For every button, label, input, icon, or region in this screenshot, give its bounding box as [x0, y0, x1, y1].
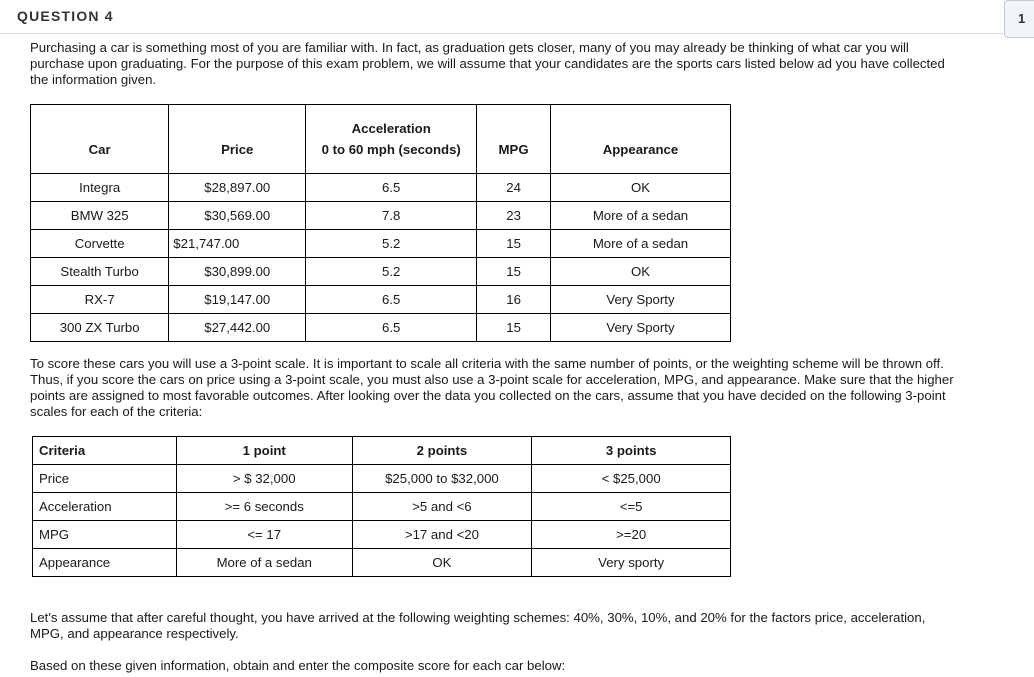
scale-paragraph: To score these cars you will use a 3-point scale. It is important to scale all criteria with the same number of points, or the weighting scheme will be thrown off. Thus, if you score the cars on price using a 3-point scale, you must also use a 3-point scale for acceleration, MPG, and appearance. Make sure that the higher points are assigned to most favorable outcomes. After looking over the data you collected on the cars, assume that you have decided on the following 3-point scales for each of the criteria: — [30, 356, 954, 419]
col-header-appearance: Appearance — [550, 105, 730, 174]
col-header-1-point: 1 point — [176, 437, 352, 465]
cell-car: Corvette — [31, 230, 169, 258]
cell-price: $27,442.00 — [169, 314, 306, 342]
cell-price: $28,897.00 — [169, 174, 306, 202]
cell-price: $19,147.00 — [169, 286, 306, 314]
cell-2-points: >5 and <6 — [352, 493, 532, 521]
cell-appearance: OK — [550, 258, 730, 286]
weighting-paragraph: Let's assume that after careful thought, you have arrived at the following weighting schemes: 40%, 30%, 10%, and 20% for the factors price, acceleration, MPG, and appearance respectively. — [30, 610, 926, 641]
cell-1-point: > $ 32,000 — [176, 465, 352, 493]
cell-3-points: >=20 — [532, 521, 731, 549]
intro-paragraph: Purchasing a car is something most of you are familiar with. In fact, as graduation gets closer, many of you may already be thinking of what car you will purchase upon graduating. For the purpose of this exam problem, we will assume that your candidates are the sports cars listed below ad you have collected the information given. — [30, 40, 945, 87]
car-data-table — [30, 104, 731, 342]
cell-mpg: 15 — [477, 258, 551, 286]
cell-1-point: <= 17 — [176, 521, 352, 549]
question-title: QUESTION 4 — [17, 8, 114, 24]
cell-appearance: Very Sporty — [550, 314, 730, 342]
cell-3-points: <=5 — [532, 493, 731, 521]
col-header-criteria: Criteria — [33, 437, 177, 465]
table-row — [31, 286, 731, 314]
table-row — [31, 230, 731, 258]
cell-acceleration: 5.2 — [306, 230, 477, 258]
col-header-acceleration-line1: Acceleration — [351, 121, 431, 136]
table-row — [31, 202, 731, 230]
cell-3-points: < $25,000 — [532, 465, 731, 493]
criteria-scale-table — [32, 436, 731, 577]
question-number-tab[interactable] — [1004, 0, 1034, 38]
cell-car: RX-7 — [31, 286, 169, 314]
final-instruction: Based on these given information, obtain and enter the composite score for each car below: — [30, 658, 566, 673]
cell-criteria: Acceleration — [33, 493, 177, 521]
cell-acceleration: 6.5 — [306, 314, 477, 342]
col-header-mpg: MPG — [477, 105, 551, 174]
cell-2-points: $25,000 to $32,000 — [352, 465, 532, 493]
col-header-price: Price — [169, 105, 306, 174]
col-header-acceleration — [306, 105, 477, 174]
table-row — [31, 174, 731, 202]
cell-car: 300 ZX Turbo — [31, 314, 169, 342]
col-header-car: Car — [31, 105, 169, 174]
cell-price: $30,899.00 — [169, 258, 306, 286]
table-row — [33, 493, 731, 521]
cell-car: BMW 325 — [31, 202, 169, 230]
cell-2-points: OK — [352, 549, 532, 577]
cell-criteria: Appearance — [33, 549, 177, 577]
col-header-3-points: 3 points — [532, 437, 731, 465]
cell-3-points: Very sporty — [532, 549, 731, 577]
cell-mpg: 23 — [477, 202, 551, 230]
cell-1-point: More of a sedan — [176, 549, 352, 577]
question-number: 1 — [1018, 11, 1026, 26]
table-row — [31, 258, 731, 286]
table-row — [33, 465, 731, 493]
cell-criteria: Price — [33, 465, 177, 493]
cell-acceleration: 7.8 — [306, 202, 477, 230]
cell-appearance: Very Sporty — [550, 286, 730, 314]
col-header-acceleration-line2: 0 to 60 mph (seconds) — [321, 142, 461, 157]
table-header-row — [31, 105, 731, 174]
cell-car: Integra — [31, 174, 169, 202]
table-header-row — [33, 437, 731, 465]
table-row — [33, 549, 731, 577]
cell-acceleration: 5.2 — [306, 258, 477, 286]
cell-mpg: 16 — [477, 286, 551, 314]
cell-2-points: >17 and <20 — [352, 521, 532, 549]
cell-price: $30,569.00 — [169, 202, 306, 230]
cell-appearance: More of a sedan — [550, 230, 730, 258]
cell-acceleration: 6.5 — [306, 174, 477, 202]
col-header-2-points: 2 points — [352, 437, 532, 465]
question-header — [0, 0, 1003, 34]
cell-1-point: >= 6 seconds — [176, 493, 352, 521]
cell-criteria: MPG — [33, 521, 177, 549]
table-row — [33, 521, 731, 549]
cell-appearance: OK — [550, 174, 730, 202]
table-row — [31, 314, 731, 342]
cell-price: $21,747.00 — [169, 230, 306, 258]
cell-mpg: 15 — [477, 314, 551, 342]
cell-mpg: 15 — [477, 230, 551, 258]
cell-mpg: 24 — [477, 174, 551, 202]
cell-acceleration: 6.5 — [306, 286, 477, 314]
cell-appearance: More of a sedan — [550, 202, 730, 230]
cell-car: Stealth Turbo — [31, 258, 169, 286]
